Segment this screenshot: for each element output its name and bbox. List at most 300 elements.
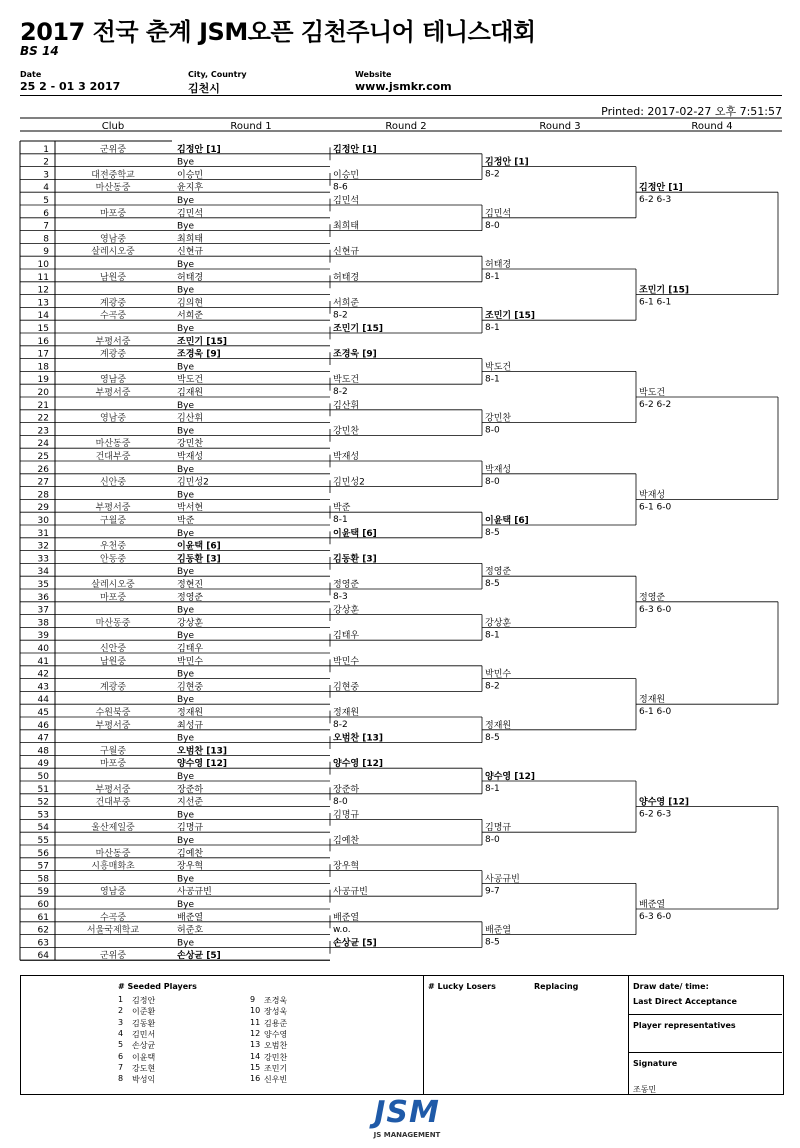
seed-position: 5: [43, 196, 49, 206]
page-title: 2017 전국 춘계 JSM오픈 김천주니어 테니스대회: [20, 18, 536, 46]
round3-name: 강상훈: [485, 618, 512, 629]
player-name: 양수영 [12]: [177, 759, 227, 770]
seed-position: 2: [43, 157, 49, 168]
player-name: 김태우: [177, 644, 204, 654]
seeded-player: 박성익: [132, 1075, 156, 1085]
seeded-player: 이준환: [132, 1007, 156, 1017]
seeded-number: 10: [250, 1006, 261, 1016]
player-club: 마산동중: [95, 618, 131, 629]
column-header-round-3: Round 3: [539, 121, 581, 132]
round3-name: 배준열: [485, 925, 512, 936]
seed-position: 27: [37, 477, 49, 488]
player-name: 김명규: [177, 823, 204, 834]
seeded-number: 13: [250, 1040, 261, 1050]
player-club: 부평서중: [95, 720, 131, 731]
player-name: Bye: [177, 260, 195, 270]
round4-name: 김정안 [1]: [639, 183, 683, 194]
seeded-number: 7: [118, 1062, 124, 1072]
jsm-logo-subtitle: JS MANAGEMENT: [373, 1131, 441, 1139]
player-club: 부평서중: [95, 388, 131, 398]
seed-position: 24: [37, 439, 49, 450]
player-name: 김현중: [177, 682, 204, 693]
seeded-number: 1: [118, 995, 124, 1004]
player-club: 살레시오중: [91, 580, 135, 590]
player-name: Bye: [177, 938, 195, 949]
seed-position: 59: [37, 887, 49, 898]
seed-position: 50: [37, 772, 49, 782]
seeded-number: 15: [250, 1062, 261, 1072]
player-club: 군위중: [99, 144, 127, 155]
round4-score: 6-1 6-0: [639, 707, 672, 718]
footer-divider-2: [628, 976, 629, 1094]
player-name: Bye: [177, 810, 195, 821]
seed-position: 12: [37, 285, 49, 296]
replacing-header: Replacing: [534, 982, 579, 991]
player-club: 남원중: [99, 656, 127, 667]
seed-position: 18: [37, 362, 49, 373]
draw-date-label: Draw date/ time:: [633, 982, 709, 991]
seeded-number: 14: [250, 1051, 261, 1061]
seeded-player: 조경욱: [264, 996, 288, 1005]
player-club: 수곡중: [99, 912, 127, 923]
footer-hline-1: [629, 1014, 782, 1015]
seed-position: 52: [37, 797, 49, 808]
seeded-number: 16: [250, 1074, 261, 1084]
seeded-player: 김정안: [132, 996, 156, 1005]
seeded-player: 강민찬: [264, 1052, 288, 1062]
player-club: 살레시오중: [91, 247, 135, 258]
seed-position: 35: [37, 580, 49, 590]
seed-position: 53: [37, 810, 49, 821]
seed-position: 54: [37, 823, 49, 834]
seed-position: 25: [37, 452, 49, 462]
round2-name: 정재원: [333, 708, 360, 718]
seed-position: 46: [37, 720, 49, 731]
seed-position: 58: [37, 874, 49, 885]
footer-hline-2: [629, 1052, 782, 1053]
player-club: 군위중: [99, 951, 127, 962]
round4-score: 6-2 6-3: [639, 195, 672, 206]
seed-position: 45: [37, 708, 49, 718]
player-name: Bye: [177, 631, 195, 642]
round4-name: 조민기 [15]: [639, 285, 689, 296]
player-club: 마산동중: [95, 183, 131, 194]
round2-name: 박준: [333, 503, 351, 514]
round2-score: 8-0: [333, 796, 348, 807]
seeded-number: 3: [118, 1017, 124, 1027]
seed-position: 47: [37, 733, 49, 744]
round4-name: 양수영 [12]: [639, 797, 689, 808]
player-name: Bye: [177, 900, 195, 910]
round2-name: 김산휘: [333, 400, 360, 411]
player-club: 마포중: [99, 759, 127, 770]
player-club: 건대부중: [95, 452, 131, 462]
player-name: Bye: [177, 196, 195, 206]
round2-name: 김동환 [3]: [333, 554, 377, 565]
player-name: Bye: [177, 695, 195, 706]
event-code: BS 14: [20, 44, 59, 58]
seeded-player: 신우빈: [264, 1075, 288, 1085]
round2-name: 신현규: [333, 247, 360, 258]
round2-score: 8-3: [333, 592, 348, 602]
round2-name: 김명규: [333, 810, 360, 821]
player-name: 손상균 [5]: [177, 951, 221, 962]
seed-position: 6: [43, 208, 49, 219]
website-value[interactable]: www.jsmkr.com: [355, 80, 452, 93]
player-club: 영남중: [99, 234, 127, 245]
round2-name: 박재성: [333, 452, 360, 462]
round3-name: 정재원: [485, 720, 512, 731]
seeded-number: 4: [118, 1028, 124, 1038]
seeded-player: 손상균: [132, 1041, 156, 1051]
player-club: 구월중: [99, 516, 127, 526]
seed-position: 14: [37, 311, 49, 322]
player-club: 영남중: [99, 887, 127, 898]
round3-score: 8-1: [485, 630, 500, 641]
seeded-player: 양수영: [264, 1029, 288, 1039]
round3-score: 8-5: [485, 579, 500, 590]
player-name: 김동환 [3]: [177, 554, 221, 565]
player-club: 남원중: [99, 272, 127, 283]
player-name: 김민석: [177, 208, 204, 219]
column-header-club: Club: [101, 121, 125, 132]
player-name: Bye: [177, 400, 195, 411]
signature-name: 조동민: [633, 1085, 657, 1094]
player-club: 마포중: [99, 208, 127, 219]
player-name: Bye: [177, 285, 195, 296]
seeded-player: 조민기: [264, 1063, 288, 1073]
seed-position: 11: [37, 272, 49, 283]
player-name: 배준열: [177, 912, 204, 923]
player-name: 강민찬: [177, 439, 204, 450]
round4-name: 박도건: [639, 388, 666, 398]
round2-name: 양수영 [12]: [333, 759, 383, 770]
seed-position: 42: [37, 669, 49, 680]
player-name: 지선준: [177, 797, 204, 808]
seed-position: 31: [37, 528, 49, 539]
player-name: Bye: [177, 874, 195, 885]
round2-name: 박민수: [333, 656, 360, 667]
player-name: Bye: [177, 490, 195, 501]
column-header-round-1: Round 1: [230, 121, 272, 132]
seed-position: 41: [37, 656, 49, 667]
player-name: 박재성: [177, 452, 204, 462]
player-name: 조민기 [15]: [177, 336, 227, 347]
round4-score: 6-3 6-0: [639, 604, 672, 615]
seed-position: 62: [37, 925, 49, 936]
player-club: 부평서중: [95, 336, 131, 347]
seed-position: 1: [43, 144, 49, 155]
round2-name: 사공규빈: [333, 887, 368, 898]
seed-position: 17: [37, 349, 49, 360]
round2-name: 이윤택 [6]: [333, 528, 377, 539]
seeded-number: 5: [118, 1040, 124, 1050]
player-name: Bye: [177, 324, 195, 334]
player-club: 부평서중: [95, 503, 131, 514]
player-name: 박민수: [177, 656, 204, 667]
round3-name: 이윤택 [6]: [485, 516, 529, 526]
seed-position: 38: [37, 618, 49, 629]
round3-score: 8-0: [485, 220, 500, 231]
player-name: 장우혁: [177, 861, 204, 872]
round3-score: 8-0: [485, 425, 500, 436]
printed-timestamp: Printed: 2017-02-27 오후 7:51:57: [601, 105, 782, 118]
round2-name: 장준하: [333, 784, 360, 795]
round3-name: 사공규빈: [485, 874, 520, 885]
player-club: 수원북중: [95, 708, 131, 718]
player-club: 부평서중: [95, 784, 131, 795]
seed-position: 8: [43, 234, 49, 245]
round3-score: 8-5: [485, 732, 500, 743]
player-name: 정영준: [177, 592, 204, 603]
player-name: 박도건: [177, 375, 204, 386]
round3-name: 강민찬: [485, 413, 512, 424]
website-label: Website: [355, 70, 392, 79]
seeded-number: 9: [250, 995, 256, 1004]
round2-name: 강상훈: [333, 605, 360, 616]
seeded-player: 김민서: [132, 1029, 156, 1039]
seed-position: 57: [37, 861, 49, 872]
column-header-round-2: Round 2: [385, 121, 427, 132]
seeded-number: 12: [250, 1028, 261, 1038]
player-club: 신안중: [99, 644, 127, 654]
player-club: 영남중: [99, 375, 127, 386]
city-value: 김천시: [188, 82, 220, 95]
seed-position: 20: [37, 388, 49, 398]
player-name: Bye: [177, 605, 195, 616]
round3-score: 8-5: [485, 937, 500, 948]
player-name: Bye: [177, 157, 195, 168]
round2-name: 김현중: [333, 682, 360, 693]
round3-score: 8-1: [485, 272, 500, 282]
seed-position: 10: [37, 260, 49, 270]
round3-score: 8-2: [485, 169, 500, 180]
seed-position: 43: [37, 682, 49, 693]
round3-score: 9-7: [485, 886, 500, 897]
lucky-losers-header: # Lucky Losers: [428, 982, 496, 991]
round3-score: 8-1: [485, 784, 500, 794]
player-club: 구월중: [99, 746, 127, 757]
round2-name: 김민성2: [333, 477, 365, 488]
round4-score: 6-1 6-0: [639, 502, 672, 513]
round2-score: 8-2: [333, 387, 348, 398]
signature-label: Signature: [633, 1059, 678, 1068]
round2-name: 박도건: [333, 375, 360, 386]
seed-position: 15: [37, 324, 49, 334]
player-name: 신현규: [177, 247, 204, 258]
round3-score: 8-1: [485, 323, 500, 334]
player-name: 김산휘: [177, 413, 204, 424]
player-name: 김의현: [177, 298, 204, 309]
round4-score: 6-2 6-3: [639, 809, 672, 820]
round3-name: 박민수: [485, 669, 512, 680]
player-club: 서울국제학교: [86, 925, 140, 936]
player-name: 사공규빈: [177, 887, 212, 898]
seeded-number: 8: [118, 1074, 124, 1084]
round2-name: 오범찬 [13]: [333, 733, 383, 744]
player-club: 계광중: [99, 682, 127, 693]
player-name: 강상훈: [177, 618, 204, 629]
seed-position: 4: [43, 183, 49, 194]
player-name: 김재원: [177, 388, 204, 398]
round3-name: 김정안 [1]: [485, 157, 529, 168]
round4-score: 6-2 6-2: [639, 400, 672, 410]
date-value: 25 2 - 01 3 2017: [20, 80, 121, 93]
player-name: 김정안 [1]: [177, 144, 221, 155]
seeded-player: 김동환: [132, 1018, 156, 1028]
round3-name: 박재성: [485, 464, 512, 475]
player-name: Bye: [177, 772, 195, 782]
player-name: 박서현: [177, 503, 204, 514]
seed-position: 48: [37, 746, 49, 757]
round2-name: 김태우: [333, 631, 360, 642]
seeded-number: 2: [118, 1006, 124, 1016]
round2-name: 배준열: [333, 912, 360, 923]
player-name: 서희준: [177, 311, 204, 322]
round4-name: 배준열: [639, 900, 666, 910]
seed-position: 7: [43, 221, 49, 232]
player-name: 오범찬 [13]: [177, 746, 227, 757]
player-name: 김예찬: [177, 848, 204, 859]
seed-position: 23: [37, 426, 49, 437]
player-club: 계광중: [99, 349, 127, 360]
column-header-round-4: Round 4: [691, 121, 733, 132]
footer-divider-1: [423, 976, 424, 1094]
seeded-player: 이윤택: [132, 1052, 156, 1062]
seed-position: 16: [37, 336, 49, 347]
player-club: 울산제일중: [91, 823, 135, 834]
player-name: 장준하: [177, 784, 204, 795]
seed-position: 40: [37, 644, 49, 654]
seed-position: 49: [37, 759, 49, 770]
player-name: Bye: [177, 836, 195, 846]
seed-position: 44: [37, 695, 49, 706]
player-club: 안동중: [99, 554, 127, 565]
seed-position: 51: [37, 784, 49, 795]
player-name: Bye: [177, 221, 195, 232]
round2-name: 장우혁: [333, 861, 360, 872]
player-name: 윤지후: [177, 183, 204, 194]
round2-name: 김예찬: [333, 836, 360, 846]
round3-name: 박도건: [485, 362, 512, 373]
round2-score: 8-1: [333, 515, 348, 526]
round2-name: 김정안 [1]: [333, 144, 377, 155]
seed-position: 56: [37, 848, 49, 859]
seed-position: 64: [37, 951, 49, 962]
player-name: 박준: [177, 516, 195, 526]
seed-position: 33: [37, 554, 49, 565]
seeded-player: 김용준: [264, 1018, 288, 1028]
seed-position: 63: [37, 938, 49, 949]
player-name: Bye: [177, 528, 195, 539]
player-name: 이윤택 [6]: [177, 541, 221, 552]
seeded-player: 장성욱: [264, 1007, 288, 1017]
seeded-header: # Seeded Players: [118, 982, 197, 991]
round3-name: 양수영 [12]: [485, 772, 535, 782]
date-label: Date: [20, 70, 42, 79]
player-name: 정재원: [177, 708, 204, 718]
player-club: 마산동중: [95, 848, 131, 859]
seeded-player: 오범찬: [264, 1041, 288, 1051]
round3-score: 8-1: [485, 374, 500, 385]
round3-score: 8-0: [485, 476, 500, 487]
player-name: 최희태: [177, 234, 204, 245]
seed-position: 30: [37, 516, 49, 526]
round4-name: 정재원: [639, 695, 666, 706]
player-name: 최성규: [177, 720, 204, 731]
round2-score: 8-6: [333, 182, 348, 193]
player-name: Bye: [177, 426, 195, 437]
player-club: 마포중: [99, 592, 127, 603]
seed-position: 61: [37, 912, 49, 923]
player-name: Bye: [177, 362, 195, 373]
round3-score: 8-2: [485, 681, 500, 692]
round3-name: 김민석: [485, 208, 512, 219]
round4-score: 6-1 6-1: [639, 297, 672, 308]
player-name: 허태경: [177, 272, 204, 283]
round2-name: 손상균 [5]: [333, 938, 377, 949]
player-name: 조경욱 [9]: [177, 349, 221, 360]
seed-position: 22: [37, 413, 49, 424]
round2-score: 8-2: [333, 310, 348, 321]
seed-position: 9: [43, 247, 49, 258]
round3-score: 8-0: [485, 835, 500, 846]
seed-position: 13: [37, 298, 49, 309]
round2-name: 강민찬: [333, 426, 360, 437]
player-name: 허준호: [177, 925, 204, 936]
round2-name: 조민기 [15]: [333, 324, 383, 334]
seed-position: 39: [37, 631, 49, 642]
player-club: 영남중: [99, 413, 127, 424]
round4-score: 6-3 6-0: [639, 912, 672, 922]
player-rep-label: Player representatives: [633, 1021, 736, 1030]
round4-name: 박재성: [639, 490, 666, 501]
round3-name: 정영준: [485, 567, 512, 578]
seed-position: 37: [37, 605, 49, 616]
player-name: 정현진: [177, 580, 204, 590]
player-name: Bye: [177, 464, 195, 475]
round2-score: 8-2: [333, 720, 348, 730]
seed-position: 21: [37, 400, 49, 411]
player-club: 대전중학교: [91, 170, 135, 181]
round2-name: 이승민: [333, 170, 360, 181]
seed-position: 34: [37, 567, 49, 578]
player-club: 신안중: [99, 477, 127, 488]
round2-name: 정영준: [333, 580, 360, 590]
player-club: 수곡중: [99, 311, 127, 322]
round3-name: 허태경: [485, 260, 512, 270]
player-name: 김민성2: [177, 477, 209, 488]
seed-position: 36: [37, 592, 49, 603]
round2-name: 허태경: [333, 272, 360, 283]
seed-position: 29: [37, 503, 49, 514]
player-name: Bye: [177, 733, 195, 744]
player-club: 계광중: [99, 298, 127, 309]
round3-score: 8-5: [485, 528, 500, 538]
player-club: 건대부중: [95, 797, 131, 808]
seed-position: 28: [37, 490, 49, 501]
seeded-player: 강도현: [132, 1063, 156, 1073]
jsm-logo: JSM: [374, 1095, 440, 1130]
round2-score: w.o.: [333, 924, 351, 935]
seed-position: 55: [37, 836, 49, 846]
player-club: 시흥매화초: [91, 861, 135, 872]
player-club: 마산동중: [95, 439, 131, 450]
last-da-label: Last Direct Acceptance: [633, 997, 737, 1006]
player-name: Bye: [177, 567, 195, 578]
seeded-number: 11: [250, 1017, 261, 1027]
round3-name: 김명규: [485, 823, 512, 834]
